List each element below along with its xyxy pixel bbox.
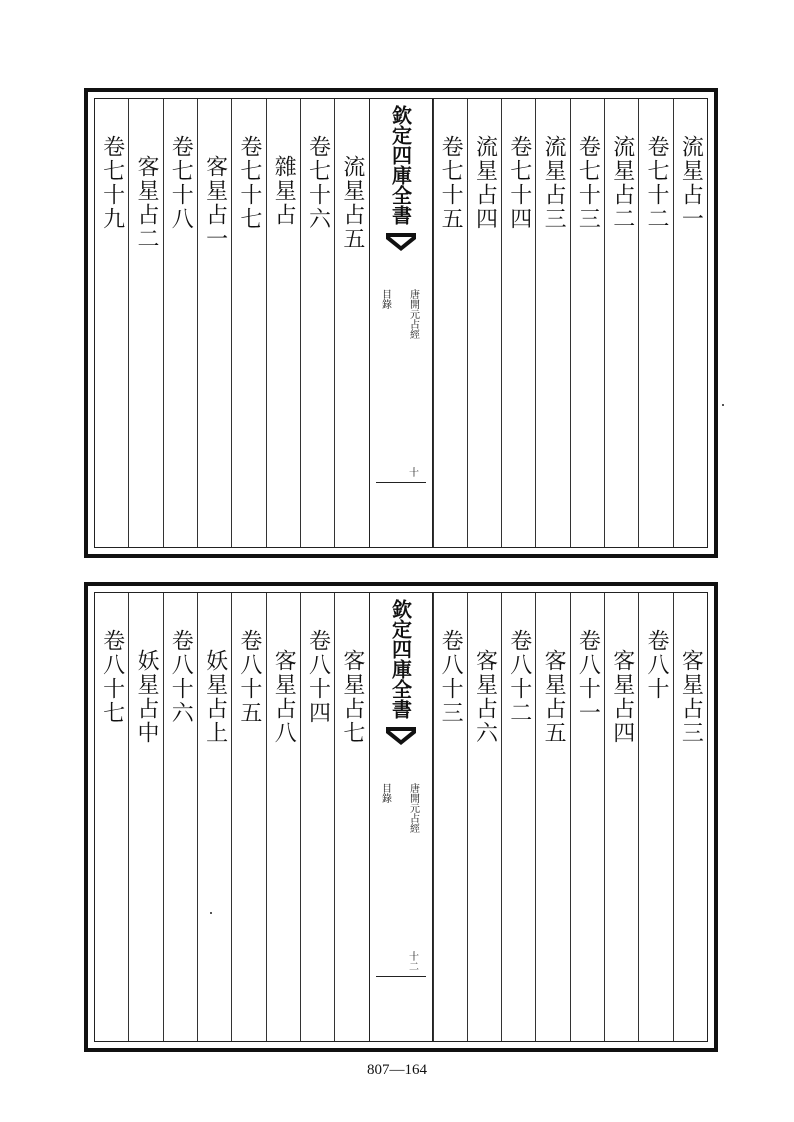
folio-number: 十 (406, 467, 418, 477)
entry-text: 妖星占中 (133, 649, 159, 745)
column (673, 593, 707, 1041)
column (266, 593, 300, 1041)
column (128, 593, 162, 1041)
column (197, 99, 231, 547)
book-title: 欽定四庫全書 (388, 105, 413, 225)
column (433, 593, 467, 1041)
entry-text: 流星占五 (339, 155, 365, 251)
entry-text: 卷七十三 (575, 135, 601, 231)
entry-text: 妖星占上 (202, 649, 228, 745)
section-label: 目錄 (379, 783, 391, 803)
entry-text: 卷八十五 (236, 629, 262, 725)
column (197, 593, 231, 1041)
column (231, 593, 265, 1041)
column (535, 99, 569, 547)
fishtail-mark-icon (386, 727, 416, 745)
entry-text: 客星占五 (541, 649, 567, 745)
column (128, 99, 162, 547)
entry-text: 卷七十九 (99, 135, 125, 231)
entry-text: 客星占六 (472, 649, 498, 745)
column (501, 99, 535, 547)
scan-speck (722, 404, 724, 406)
entry-text: 卷七十六 (305, 135, 331, 231)
column (467, 99, 501, 547)
column (95, 99, 128, 547)
column (266, 99, 300, 547)
entry-text: 流星占二 (609, 135, 635, 231)
column (163, 593, 197, 1041)
column (433, 99, 467, 547)
column (535, 593, 569, 1041)
column (570, 99, 604, 547)
entry-text: 卷七十七 (236, 135, 262, 231)
entry-text: 卷八十六 (168, 629, 194, 725)
entry-text: 卷七十五 (438, 135, 464, 231)
column (638, 99, 672, 547)
page-panel-top (84, 88, 718, 558)
entry-text: 客星占三 (678, 649, 704, 745)
entry-text: 客星占七 (339, 649, 365, 745)
folio-number: 十二 (406, 951, 418, 971)
work-title: 唐開元占經 (407, 289, 419, 339)
column (604, 593, 638, 1041)
entry-text: 卷八十七 (99, 629, 125, 725)
column (231, 99, 265, 547)
entry-text: 流星占一 (678, 135, 704, 231)
book-title: 欽定四庫全書 (388, 599, 413, 719)
column (638, 593, 672, 1041)
entry-text: 卷七十二 (644, 135, 670, 231)
scan-speck (210, 912, 212, 914)
entry-text: 客星占八 (271, 649, 297, 745)
column (163, 99, 197, 547)
entry-text: 流星占四 (472, 135, 498, 231)
entry-text: 卷八十二 (506, 629, 532, 725)
column (501, 593, 535, 1041)
column (604, 99, 638, 547)
entry-text: 卷八十三 (438, 629, 464, 725)
column (95, 593, 128, 1041)
entry-text: 客星占四 (609, 649, 635, 745)
panel-frame (94, 98, 708, 548)
page-panel-bottom (84, 582, 718, 1052)
column-grid (95, 593, 707, 1041)
column (300, 593, 334, 1041)
entry-text: 流星占三 (541, 135, 567, 231)
column-grid (95, 99, 707, 547)
column (300, 99, 334, 547)
page-number: 807—164 (367, 1062, 427, 1078)
column (570, 593, 604, 1041)
center-fold-column (369, 99, 433, 547)
center-fold-column (369, 593, 433, 1041)
column (334, 99, 368, 547)
column (673, 99, 707, 547)
entry-text: 客星占二 (133, 155, 159, 251)
entry-text: 雜星占 (271, 155, 297, 227)
entry-text: 卷七十四 (506, 135, 532, 231)
entry-text: 客星占一 (202, 155, 228, 251)
entry-text: 卷八十一 (575, 629, 601, 725)
panel-frame (94, 592, 708, 1042)
divider (376, 482, 426, 483)
column (467, 593, 501, 1041)
divider (376, 976, 426, 977)
entry-text: 卷七十八 (168, 135, 194, 231)
entry-text: 卷八十 (644, 629, 670, 701)
entry-text: 卷八十四 (305, 629, 331, 725)
fishtail-mark-icon (386, 233, 416, 251)
section-label: 目錄 (379, 289, 391, 309)
column (334, 593, 368, 1041)
work-title: 唐開元占經 (407, 783, 419, 833)
